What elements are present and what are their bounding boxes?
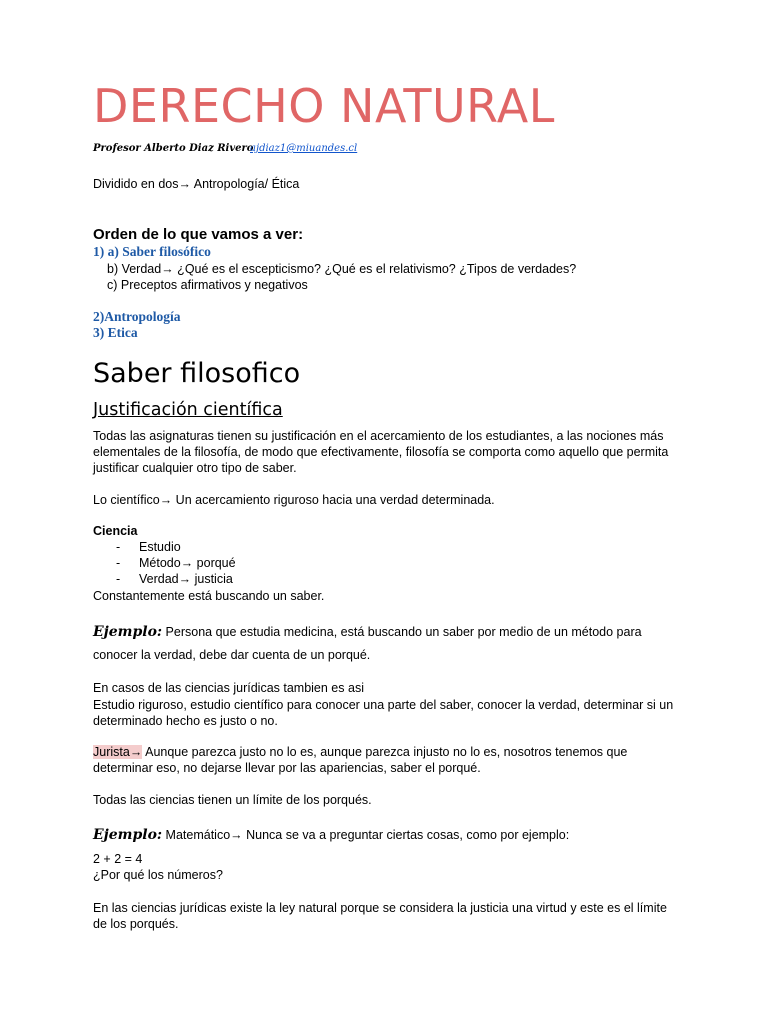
ejemplo-2-text: Matemático→ Nunca se va a preguntar ciertas cosas, como por ejemplo: bbox=[162, 828, 570, 842]
paragraph-estudio-riguroso: Estudio riguroso, estudio científico para conocer una parte del saber, conocer la verdad, determinar si un determinado hecho es justo o no. bbox=[93, 698, 674, 728]
orden-heading: Orden de lo que vamos a ver: bbox=[93, 226, 304, 243]
question-text: ¿Por qué los números? bbox=[93, 868, 223, 882]
orden-item-1c: c) Preceptos afirmativos y negativos bbox=[107, 278, 308, 292]
paragraph-justificacion: Todas las asignaturas tienen su justificación en el acercamiento de los estudiantes, a las nociones más elementales de la filosofía, de modo que efectivamente, filosofía se comporta como aquello que permita justificar cualquier otro tipo de saber. bbox=[93, 429, 669, 475]
dividido-text: Dividido en dos→ Antropología/ Ética bbox=[93, 177, 300, 191]
ejemplo-1 bbox=[93, 624, 642, 640]
page-title: DERECHO NATURAL bbox=[93, 79, 555, 133]
ejemplo-1-text: Persona que estudia medicina, está buscando un saber por medio de un método para bbox=[162, 625, 642, 639]
list-bullet: - bbox=[116, 540, 121, 554]
ciencia-label: Ciencia bbox=[93, 524, 138, 538]
paragraph-constantemente: Constantemente está buscando un saber. bbox=[93, 589, 325, 603]
list-item: Método→ porqué bbox=[139, 556, 236, 570]
list-item: Estudio bbox=[139, 540, 181, 554]
section-heading: Saber filosofico bbox=[93, 358, 301, 389]
ejemplo-1-continuation: conocer la verdad, debe dar cuenta de un porqué. bbox=[93, 648, 371, 662]
ejemplo-label: Ejemplo: bbox=[93, 624, 163, 640]
paragraph-juridicas: En casos de las ciencias jurídicas tambien es asi bbox=[93, 681, 364, 695]
list-item: Verdad→ justicia bbox=[139, 572, 233, 586]
orden-item-1b: b) Verdad→ ¿Qué es el escepticismo? ¿Qué es el relativismo? ¿Tipos de verdades? bbox=[107, 262, 577, 276]
paragraph-limite: Todas las ciencias tienen un límite de los porqués. bbox=[93, 793, 372, 807]
orden-item-1: 1) a) Saber filosófico bbox=[93, 244, 211, 259]
orden-item-2: 2)Antropología bbox=[93, 309, 181, 324]
subsection-heading: Justificación científica bbox=[93, 400, 283, 420]
ejemplo-label: Ejemplo: bbox=[93, 827, 163, 843]
ejemplo-2 bbox=[93, 827, 569, 843]
paragraph-jurista bbox=[93, 744, 683, 776]
jurista-text: Aunque parezca justo no lo es, aunque parezca injusto no lo es, nosotros tenemos que determinar eso, no dejarse llevar por las apariencias, saber el porqué. bbox=[93, 745, 628, 775]
jurista-highlight: Jurista→ bbox=[93, 745, 143, 759]
list-bullet: - bbox=[116, 572, 121, 586]
paragraph-cientifico: Lo científico→ Un acercamiento riguroso hacia una verdad determinada. bbox=[93, 493, 495, 507]
professor-name: Profesor Alberto Diaz Rivero bbox=[93, 143, 254, 154]
email-link[interactable]: ajdiaz1@miuandes.cl bbox=[250, 143, 358, 154]
math-example: 2 + 2 = 4 bbox=[93, 852, 143, 866]
paragraph-ley-natural: En las ciencias jurídicas existe la ley natural porque se considera la justicia una virtud y este es el límite de los porqués. bbox=[93, 901, 667, 931]
list-bullet: - bbox=[116, 556, 121, 570]
orden-item-3: 3) Etica bbox=[93, 325, 138, 340]
